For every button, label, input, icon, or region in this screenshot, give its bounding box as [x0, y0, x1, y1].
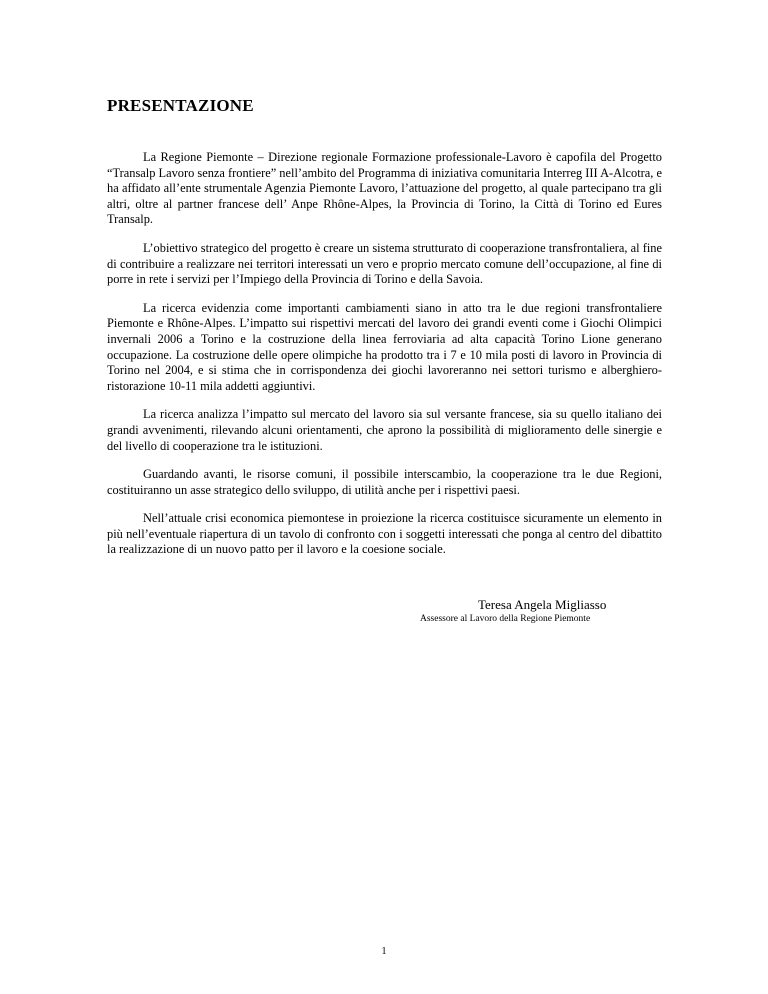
paragraph-6: Nell’attuale crisi economica piemontese in proiezione la ricerca costituisce sicuramente un elemento in più nell’eventuale riapertura di un tavolo di confronto con i soggetti interessati che ponga al centro del dibattito la realizzazione di un nuovo patto per il lavoro e la coesione sociale.	[107, 511, 662, 557]
body-text	[107, 150, 662, 571]
paragraph-3: La ricerca evidenzia come importanti cambiamenti siano in atto tra le due regioni transfrontaliere Piemonte e Rhône-Alpes. L’impatto sui rispettivi mercati del lavoro dei grandi eventi come i Giochi Olimpici invernali 2006 a Torino e la costruzione della linea ferroviaria ad alta capacità Torino Lione generano occupazione. La costruzione delle opere olimpiche ha prodotto tra i 7 e 10 mila posti di lavoro in Provincia di Torino nel 2004, e si stima che in corrispondenza dei giochi lavoreranno nei settori turismo e alberghiero-ristorazione 10-11 mila addetti aggiuntivi.	[107, 300, 662, 393]
page-title: PRESENTAZIONE	[107, 96, 254, 115]
paragraph-2: L’obiettivo strategico del progetto è creare un sistema strutturato di cooperazione transfrontaliera, al fine di contribuire a realizzare nei territori interessati un vero e proprio mercato comune dell’occupazione, al fine di porre in rete i servizi per l’Impiego della Provincia di Torino e della Savoia.	[107, 240, 662, 287]
page-number: 1	[381, 946, 387, 957]
paragraph-5: Guardando avanti, le risorse comuni, il possibile interscambio, la cooperazione tra le due Regioni, costituiranno un asse strategico dello sviluppo, di utilità anche per i rispettivi paesi.	[107, 467, 662, 497]
paragraph-1: La Regione Piemonte – Direzione regionale Formazione professionale-Lavoro è capofila del Progetto “Transalp Lavoro senza frontiere” nell’ambito del Programma di iniziativa comunitaria Interreg III A-Alcotra, e ha affidato all’ente strumentale Agenzia Piemonte Lavoro, l’attuazione del progetto, al quale partecipano tra gli altri, oltre al partner francese dell’ Anpe Rhône-Alpes, la Provincia di Torino, la Città di Torino ed Eures Transalp.	[107, 150, 662, 227]
signature-name: Teresa Angela Migliasso	[478, 597, 607, 612]
signature-role: Assessore al Lavoro della Regione Piemonte	[420, 614, 591, 624]
paragraph-4: La ricerca analizza l’impatto sul mercato del lavoro sia sul versante francese, sia su quello italiano dei grandi avvenimenti, rilevando alcuni orientamenti, che aprono la possibilità di miglioramento delle sinergie e del livello di cooperazione tra le istituzioni.	[107, 407, 662, 453]
